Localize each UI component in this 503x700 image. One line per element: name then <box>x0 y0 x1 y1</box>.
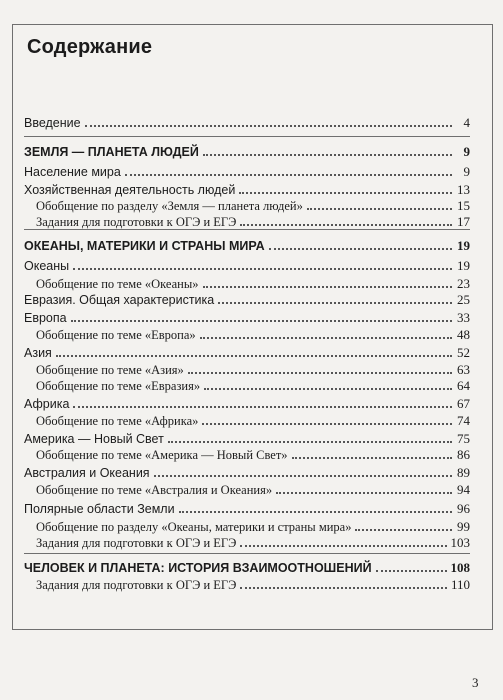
toc-entry <box>24 576 470 592</box>
toc-entry-page: 89 <box>457 465 470 480</box>
toc-entry-page: 110 <box>450 577 470 592</box>
toc-entry-page: 96 <box>457 501 470 516</box>
toc-entry-title: Обобщение по теме «Америка — Новый Свет» <box>36 448 288 462</box>
toc-entry-title: Евразия. Общая характеристика <box>24 293 215 307</box>
toc-entry-page: 67 <box>457 396 470 411</box>
toc-entry-title: Задания для подготовки к ОГЭ и ЕГЭ <box>36 536 237 550</box>
dot-leader <box>56 344 452 357</box>
dot-leader <box>168 430 452 443</box>
dot-leader <box>204 377 452 390</box>
toc-entry <box>24 464 470 480</box>
dot-leader <box>269 237 452 250</box>
toc-entry-page: 19 <box>457 258 470 273</box>
toc-entry <box>24 344 470 360</box>
dot-leader <box>202 412 452 425</box>
toc-entry-page: 13 <box>457 182 470 197</box>
toc-entry <box>24 213 470 229</box>
toc-entry <box>24 309 470 325</box>
toc-entry-page: 64 <box>457 378 470 393</box>
toc-entry <box>24 197 470 213</box>
dot-leader <box>203 275 452 288</box>
toc-entry-title: Задания для подготовки к ОГЭ и ЕГЭ <box>36 578 237 592</box>
dot-leader <box>200 326 452 339</box>
toc-entry <box>24 377 470 393</box>
toc-entry-page: 15 <box>457 198 470 213</box>
dot-leader <box>203 143 452 156</box>
dot-leader <box>376 559 447 572</box>
page-title: Содержание <box>27 36 153 58</box>
toc-entry-title: Европа <box>24 311 67 325</box>
toc-section <box>24 559 470 575</box>
dot-leader <box>239 181 452 194</box>
dot-leader <box>73 257 452 270</box>
toc-entry-title: Обобщение по теме «Евразия» <box>36 379 201 393</box>
toc-entry <box>24 181 470 197</box>
dot-leader <box>125 163 452 176</box>
toc-entry <box>24 412 470 428</box>
toc-entry <box>24 518 470 534</box>
toc-entry <box>24 275 470 291</box>
toc-entry <box>24 446 470 462</box>
toc-entry-page: 19 <box>457 238 470 253</box>
toc-entry-page: 74 <box>457 413 470 428</box>
dot-leader <box>276 481 452 494</box>
toc-entry-page: 99 <box>457 519 470 534</box>
toc-entry-page: 108 <box>450 560 470 575</box>
toc-entry-title: Обобщение по теме «Австралия и Океания» <box>36 483 273 497</box>
toc-section <box>24 143 470 159</box>
toc-entry-page: 4 <box>463 115 470 130</box>
dot-leader <box>73 395 452 408</box>
dot-leader <box>240 576 447 589</box>
toc-entry-page: 63 <box>457 362 470 377</box>
toc-entry-page: 103 <box>450 535 470 550</box>
toc-entry-page: 52 <box>457 345 470 360</box>
toc-entry-title: Задания для подготовки к ОГЭ и ЕГЭ <box>36 215 237 229</box>
toc-entry <box>24 163 470 179</box>
toc-entry-page: 25 <box>457 292 470 307</box>
toc-entry-title: Океаны <box>24 259 70 273</box>
divider <box>24 136 470 137</box>
toc-entry <box>24 361 470 377</box>
dot-leader <box>240 213 452 226</box>
toc-entry <box>24 430 470 446</box>
dot-leader <box>240 534 446 547</box>
toc-entry <box>24 257 470 273</box>
toc-entry-page: 75 <box>457 431 470 446</box>
toc-entry-title: Обобщение по разделу «Земля — планета людей» <box>36 199 303 213</box>
toc-entry-title: Обобщение по теме «Африка» <box>36 414 199 428</box>
toc-entry-title: Обобщение по теме «Европа» <box>36 328 196 342</box>
toc-entry-page: 9 <box>463 164 470 179</box>
toc-entry-title: Обобщение по разделу «Океаны, материки и страны мира» <box>36 520 352 534</box>
toc-entry <box>24 500 470 516</box>
toc-entry-title: Америка — Новый Свет <box>24 432 164 446</box>
page-number: 3 <box>472 675 479 690</box>
dot-leader <box>188 361 452 374</box>
dot-leader <box>71 309 452 322</box>
toc-entry-page: 86 <box>457 447 470 462</box>
toc-entry <box>24 291 470 307</box>
divider <box>24 553 470 554</box>
toc-entry <box>24 114 470 130</box>
toc-entry-title: Обобщение по теме «Азия» <box>36 363 184 377</box>
toc-entry-page: 23 <box>457 276 470 291</box>
dot-leader <box>179 500 452 513</box>
toc-entry-title: Полярные области Земли <box>24 502 175 516</box>
toc-entry-page: 33 <box>457 310 470 325</box>
toc-entry-title: Введение <box>24 116 81 130</box>
dot-leader <box>307 197 452 210</box>
dot-leader <box>218 291 452 304</box>
toc-entry-title: Австралия и Океания <box>24 466 150 480</box>
toc-entry <box>24 326 470 342</box>
dot-leader <box>355 518 452 531</box>
toc-entry-title: Хозяйственная деятельность людей <box>24 183 236 197</box>
toc-entry-page: 48 <box>457 327 470 342</box>
toc-entry <box>24 534 470 550</box>
toc-section <box>24 237 470 253</box>
dot-leader <box>85 114 452 127</box>
toc-entry-title: Африка <box>24 397 70 411</box>
toc-entry <box>24 395 470 411</box>
toc-entry-title: Азия <box>24 346 52 360</box>
toc-entry-title: ОКЕАНЫ, МАТЕРИКИ И СТРАНЫ МИРА <box>24 239 265 253</box>
toc-entry-page: 17 <box>457 214 470 229</box>
toc-entry-title: ЧЕЛОВЕК И ПЛАНЕТА: ИСТОРИЯ ВЗАИМООТНОШЕНИЙ <box>24 561 372 575</box>
toc-entry <box>24 481 470 497</box>
toc-entry-title: ЗЕМЛЯ — ПЛАНЕТА ЛЮДЕЙ <box>24 145 199 159</box>
dot-leader <box>292 446 452 459</box>
toc-entry-page: 94 <box>457 482 470 497</box>
toc-entry-title: Обобщение по теме «Океаны» <box>36 277 199 291</box>
dot-leader <box>154 464 452 477</box>
toc-entry-page: 9 <box>463 144 470 159</box>
toc-entry-title: Население мира <box>24 165 121 179</box>
